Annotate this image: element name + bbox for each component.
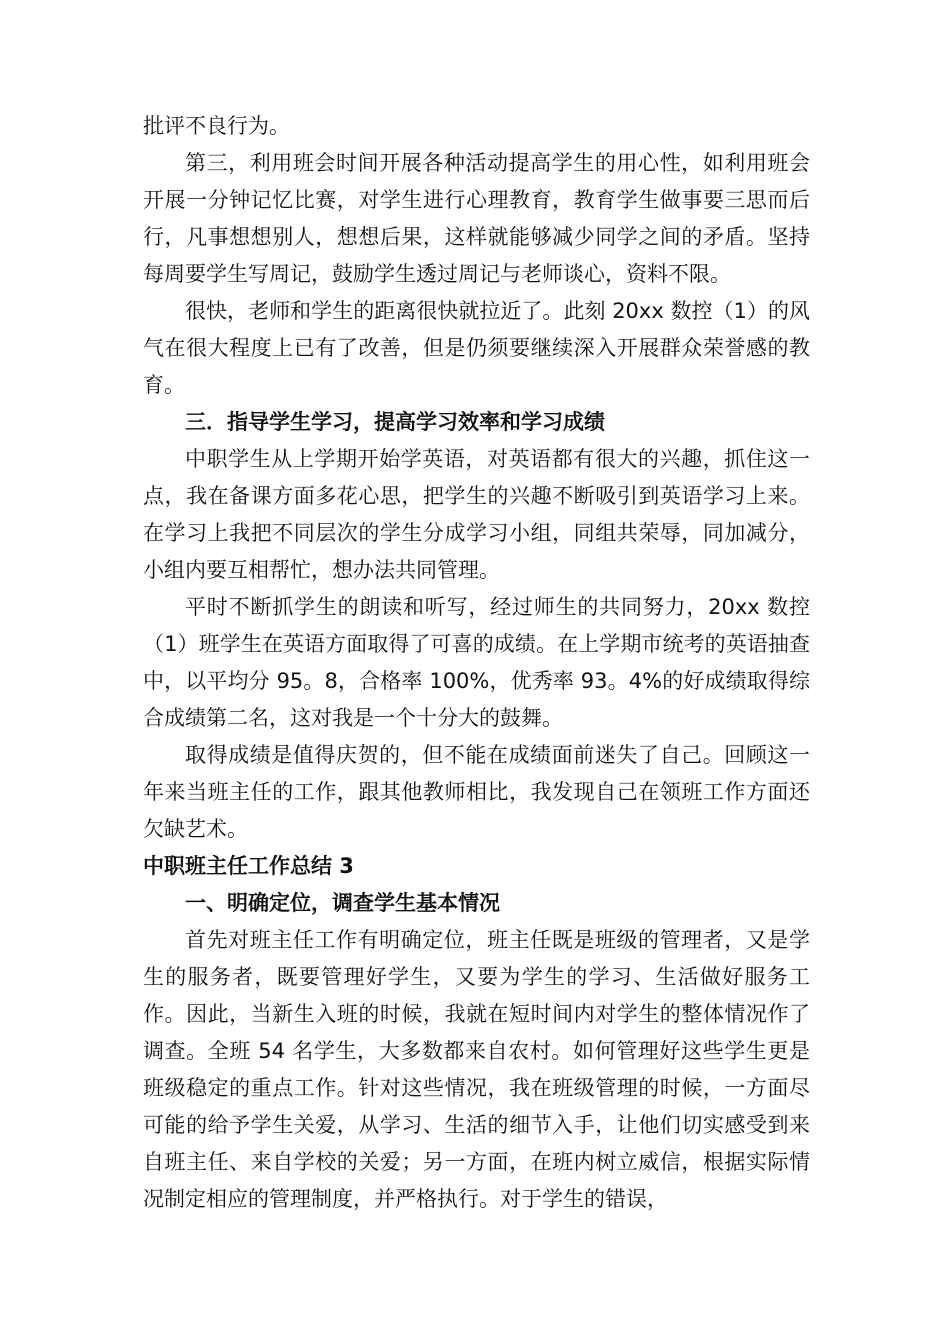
paragraph-6: 取得成绩是值得庆贺的，但不能在成绩面前迷失了自己。回顾这一年来当班主任的工作，跟其他教师相比，我发现自己在领班工作方面还欠缺艺术。 xyxy=(143,743,810,841)
section-heading-1: 一、明确定位，调查学生基本情况 xyxy=(185,891,500,915)
section-heading-3: 三．指导学生学习，提高学习效率和学习成绩 xyxy=(185,410,605,434)
paragraph-3: 很快，老师和学生的距离很快就拉近了。此刻 20xx 数控（1）的风气在很大程度上已有了改善，但是仍须要继续深入开展群众荣誉感的教育。 xyxy=(143,299,810,397)
document-body xyxy=(143,108,810,1218)
paragraph-2: 第三，利用班会时间开展各种活动提高学生的用心性，如利用班会开展一分钟记忆比赛，对学生进行心理教育，教育学生做事要三思而后行，凡事想想别人，想想后果，这样就能够减少同学之间的矛盾。坚持每周要学生写周记，鼓励学生透过周记与老师谈心，资料不限。 xyxy=(143,151,810,286)
paragraph-7: 首先对班主任工作有明确定位，班主任既是班级的管理者，又是学生的服务者，既要管理好学生，又要为学生的学习、生活做好服务工作。因此，当新生入班的时候，我就在短时间内对学生的整体情况作了调查。全班 54 名学生，大多数都来自农村。如何管理好这些学生更是班级稳定的重点工作。针对这些情况，我在班级管理的时候，一方面尽可能的给予学生关爱，从学习、生活的细节入手，让他们切实感受到来自班主任、来自学校的关爱；另一方面，在班内树立威信，根据实际情况制定相应的管理制度，并严格执行。对于学生的错误， xyxy=(143,928,810,1211)
document-title: 中职班主任工作总结 3 xyxy=(143,854,354,878)
paragraph-1: 批评不良行为。 xyxy=(143,114,290,138)
paragraph-5: 平时不断抓学生的朗读和听写，经过师生的共同努力，20xx 数控（1）班学生在英语方面取得了可喜的成绩。在上学期市统考的英语抽查中，以平均分 95。8，合格率 100%，优秀率 93。4%的好成绩取得综合成绩第二名，这对我是一个十分大的鼓舞。 xyxy=(143,595,810,730)
paragraph-4: 中职学生从上学期开始学英语，对英语都有很大的兴趣，抓住这一点，我在备课方面多花心思，把学生的兴趣不断吸引到英语学习上来。在学习上我把不同层次的学生分成学习小组，同组共荣辱，同加减分，小组内要互相帮忙，想办法共同管理。 xyxy=(143,447,810,582)
